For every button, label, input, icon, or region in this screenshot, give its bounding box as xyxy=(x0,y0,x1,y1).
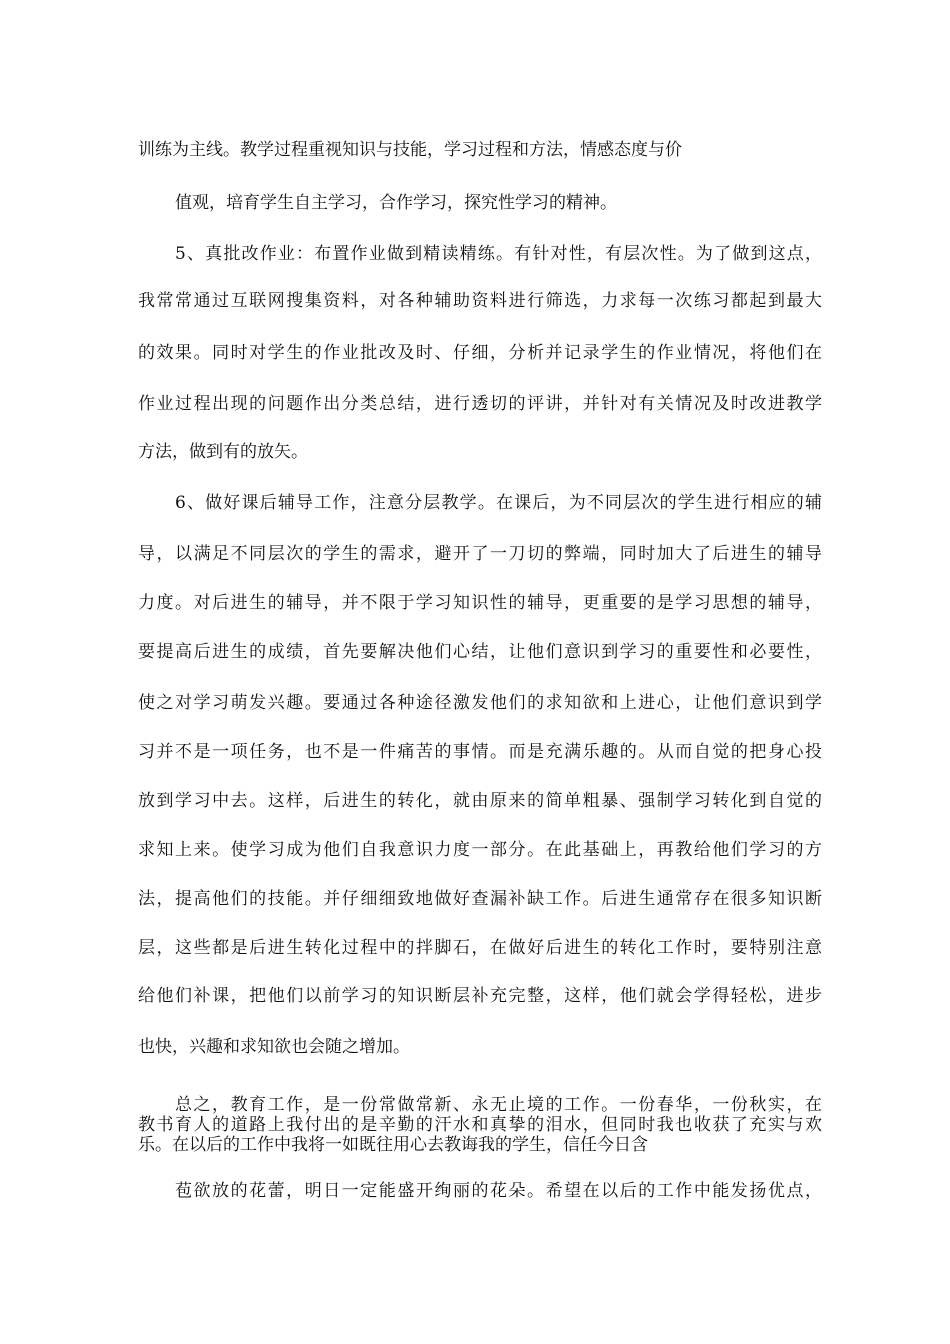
paragraph-3-line-11: 也快，兴趣和求知欲也会随之增加。 xyxy=(138,1037,410,1057)
paragraph-3-line-7: 求知上来。使学习成为他们自我意识力度一部分。在此基础上，再教给他们学习的方 xyxy=(138,840,822,860)
paragraph-3-line-5: 习并不是一项任务，也不是一件痛苦的事情。而是充满乐趣的。从而自觉的把身心投 xyxy=(138,742,822,762)
paragraph-3-line-3: 要提高后进生的成绩，首先要解决他们心结，让他们意识到学习的重要性和必要性， xyxy=(138,642,822,662)
paragraph-3-line-10: 给他们补课，把他们以前学习的知识断层补充完整，这样，他们就会学得轻松，进步 xyxy=(138,986,822,1006)
paragraph-2-line-4: 方法，做到有的放矢。 xyxy=(138,442,308,462)
paragraph-4-line-0: 总之，教育工作，是一份常做常新、永无止境的工作。一份春华，一份秋实，在 xyxy=(175,1095,822,1115)
paragraph-2-line-3: 作业过程出现的问题作出分类总结，进行透切的评讲，并针对有关情况及时改进教学 xyxy=(138,394,822,414)
paragraph-2-line-0: 5、真批改作业：布置作业做到精读精练。有针对性，有层次性。为了做到这点， xyxy=(175,244,822,264)
paragraph-3-line-4: 使之对学习萌发兴趣。要通过各种途径激发他们的求知欲和上进心，让他们意识到学 xyxy=(138,693,822,713)
paragraph-3-line-1: 导，以满足不同层次的学生的需求，避开了一刀切的弊端，同时加大了后进生的辅导 xyxy=(138,544,822,564)
paragraph-4-line-1: 教书育人的道路上我付出的是辛勤的汗水和真挚的泪水，但同时我也收获了充实与欢 xyxy=(138,1115,822,1135)
paragraph-2-line-1: 我常常通过互联网搜集资料，对各种辅助资料进行筛选，力求每一次练习都起到最大 xyxy=(138,291,822,311)
paragraph-2-line-2: 的效果。同时对学生的作业批改及时、仔细，分析并记录学生的作业情况，将他们在 xyxy=(138,343,822,363)
paragraph-3-line-9: 层，这些都是后进生转化过程中的拌脚石，在做好后进生的转化工作时，要特别注意 xyxy=(138,938,822,958)
paragraph-3-line-0: 6、做好课后辅导工作，注意分层教学。在课后，为不同层次的学生进行相应的辅 xyxy=(175,493,822,513)
paragraph-3-line-8: 法，提高他们的技能。并仔细细致地做好查漏补缺工作。后进生通常存在很多知识断 xyxy=(138,889,822,909)
paragraph-0-line-0: 训练为主线。教学过程重视知识与技能，学习过程和方法，情感态度与价 xyxy=(138,140,682,160)
paragraph-4 xyxy=(138,1095,822,1155)
paragraph-3-line-6: 放到学习中去。这样，后进生的转化，就由原来的简单粗暴、强制学习转化到自觉的 xyxy=(138,791,822,811)
paragraph-3-line-2: 力度。对后进生的辅导，并不限于学习知识性的辅导，更重要的是学习思想的辅导， xyxy=(138,593,822,613)
paragraph-1-line-0: 值观，培育学生自主学习，合作学习，探究性学习的精神。 xyxy=(175,193,617,213)
paragraph-4-line-2: 乐。在以后的工作中我将一如既往用心去教诲我的学生，信任今日含 xyxy=(138,1135,648,1155)
paragraph-5-line-0: 苞欲放的花蕾，明日一定能盛开绚丽的花朵。希望在以后的工作中能发扬优点， xyxy=(175,1181,822,1201)
